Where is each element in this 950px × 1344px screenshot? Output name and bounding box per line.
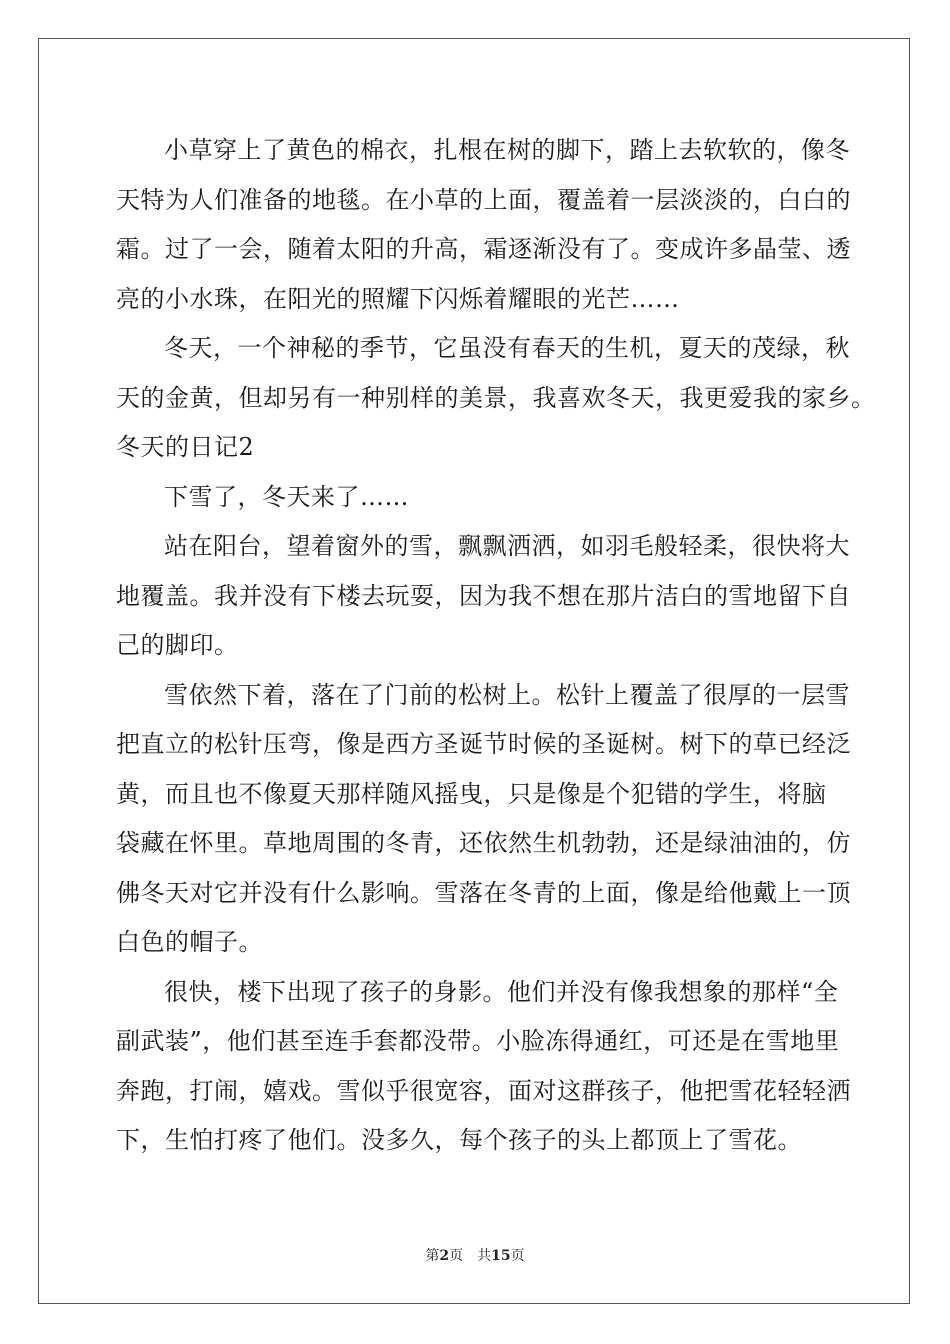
document-body [116, 126, 876, 1166]
text-line: 天的金黄，但却另有一种别样的美景，我喜欢冬天，我更爱我的家乡。 [116, 383, 876, 412]
text-line: 下，生怕打疼了他们。没多久，每个孩子的头上都顶上了雪花。 [116, 1126, 802, 1154]
text-line: 雪依然下着，落在了门前的松树上。松针上覆盖了很厚的一层雪 [164, 680, 850, 709]
paragraph [116, 126, 851, 324]
page-mid: 页 共 [449, 1248, 492, 1264]
text-line: 佛冬天对它并没有什么影响。雪落在冬青的上面，像是给他戴上一顶 [116, 878, 851, 907]
paragraph [116, 968, 851, 1166]
text-line: 白色的帽子。 [116, 928, 263, 956]
text-line: 霜。过了一会，随着太阳的升高，霜逐渐没有了。变成许多晶莹、透 [116, 235, 851, 263]
text-line: 冬天的日记2 [116, 433, 255, 461]
page-suffix: 页 [510, 1248, 525, 1264]
text-line: 下雪了，冬天来了…… [164, 482, 409, 511]
text-line: 地覆盖。我并没有下楼去玩耍，因为我不想在那片洁白的雪地留下自 [116, 581, 851, 610]
text-line: 副武装”，他们甚至连手套都没带。小脸冻得通红，可还是在雪地里 [116, 1027, 840, 1055]
text-line: 小草穿上了黄色的棉衣，扎根在树的脚下，踏上去软软的，像冬 [164, 136, 850, 164]
page-footer [0, 1245, 950, 1265]
page-current: 2 [439, 1248, 450, 1264]
page-prefix: 第 [425, 1248, 440, 1264]
text-line: 很快，楼下出现了孩子的身影。他们并没有像我想象的那样“全 [164, 977, 839, 1006]
text-line: 冬天，一个神秘的季节，它虽没有春天的生机，夏天的茂绿，秋 [164, 334, 850, 362]
text-line: 把直立的松针压弯，像是西方圣诞节时候的圣诞树。树下的草已经泛 [116, 730, 851, 758]
paragraph [116, 473, 836, 523]
text-line: 天特为人们准备的地毯。在小草的上面，覆盖着一层淡淡的，白白的 [116, 185, 851, 214]
text-line: 亮的小水珠，在阳光的照耀下闪烁着耀眼的光芒…… [116, 284, 680, 313]
section-heading [116, 423, 836, 473]
text-line: 站在阳台，望着窗外的雪，飘飘洒洒，如羽毛般轻柔，很快将大 [164, 532, 850, 560]
text-line: 己的脚印。 [116, 631, 239, 659]
paragraph [116, 522, 851, 671]
text-line: 黄，而且也不像夏天那样随风摇曳，只是像是个犯错的学生，将脑 [116, 779, 827, 808]
text-line: 袋藏在怀里。草地周围的冬青，还依然生机勃勃，还是绿油油的，仿 [116, 829, 851, 857]
page-total: 15 [491, 1248, 511, 1264]
paragraph [116, 324, 876, 423]
paragraph [116, 671, 851, 968]
text-line: 奔跑，打闹，嬉戏。雪似乎很宽容，面对这群孩子，他把雪花轻轻洒 [116, 1076, 851, 1105]
